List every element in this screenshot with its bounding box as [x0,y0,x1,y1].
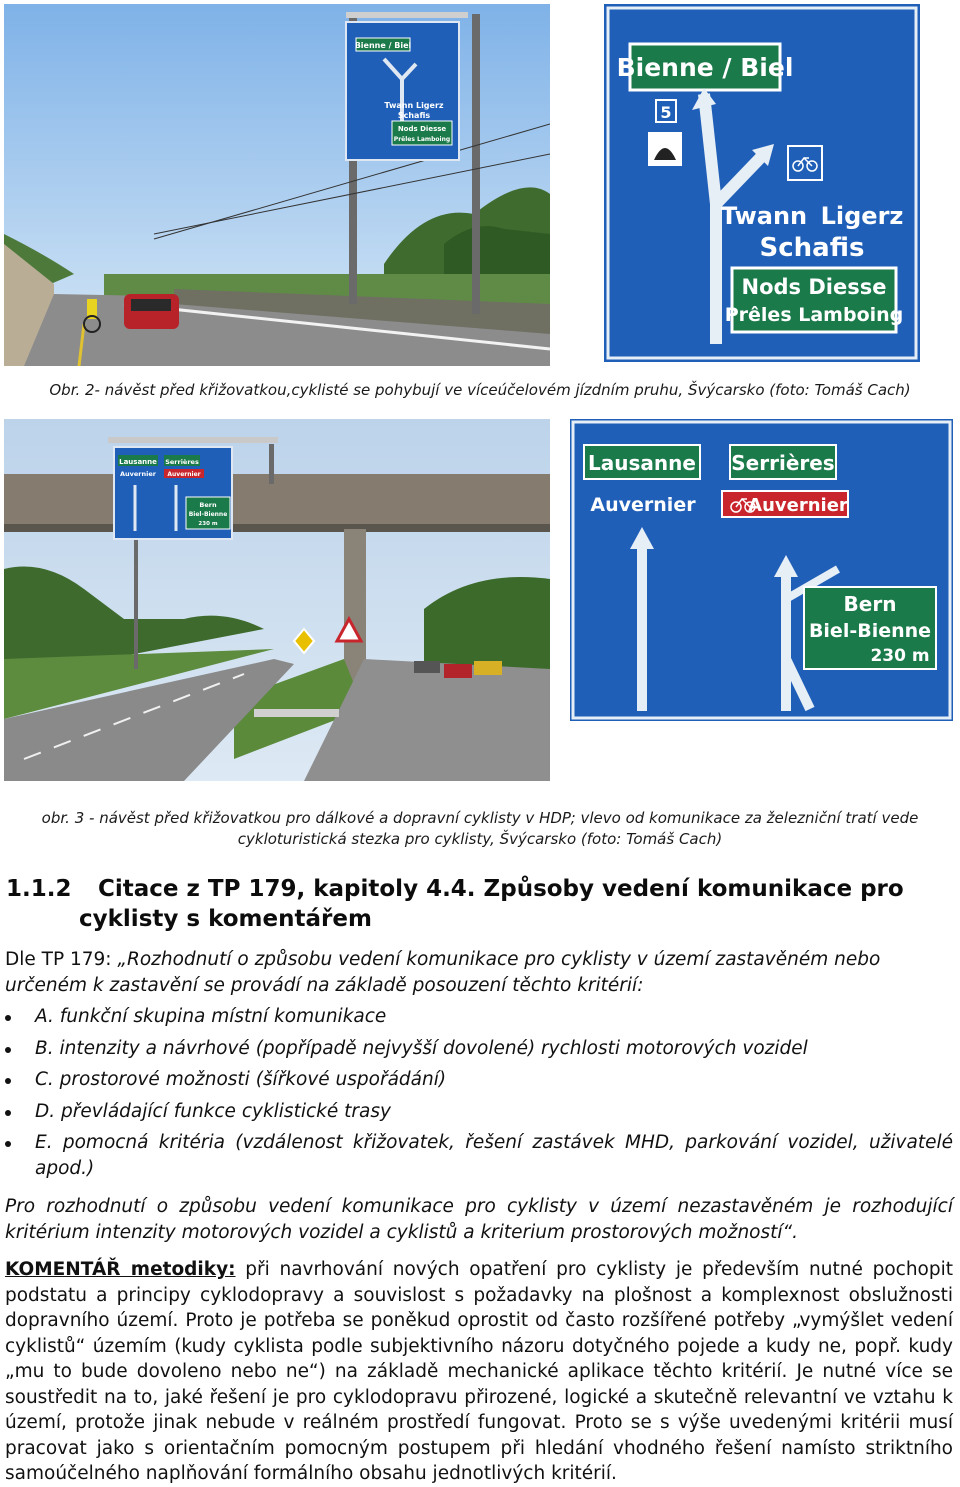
rural-paragraph: Pro rozhodnutí o způsobu vedení komunikace pro cyklisty v území nezastavěném je rozhodující kritérium intenzity motorových vozidel a cyklistů a kriterium prostorových možností“. [5,1196,953,1243]
sign3-left-bottom: Auvernier [590,494,696,516]
list-item [5,1130,953,1181]
sign-closeup-bienne [604,4,920,362]
sign3-left-top: Lausanne [588,451,696,475]
photo-sign3-right-top: Serrières [165,458,199,466]
photo-road-lausanne [4,419,550,781]
figure2-caption: Obr. 2- návěst před křižovatkou,cyklisté se pohybují ve víceúčelovém jízdním pruhu, Švýcarsko (foto: Tomáš Cach) [49,381,911,399]
sign-route-number: 5 [660,103,672,122]
intro-quote-line2: určeném k zastavění se provádí na základě posouzení těchto kritérií: [5,974,644,996]
sign3-green1: Bern [843,592,897,616]
sign-green-line2: Prêles Lamboing [724,304,904,326]
section-number: 1.1.2 [6,876,72,902]
comment-text: při navrhování nových opatření pro cyklisty je především nutné pochopit podstatu a principy cyklodopravy a souvislost s požadavky na plošnost a komplexnost obslužnosti dopravního území. Proto je potřeba se poněkud oprostit od často rozšířené potřeby „vymýšlet vedení cyklistů“ územím (kudy cyklista podle subjektivního názoru dotyčného pojede a kudy ne, popř. kudy „mu to bude dovoleno nebo ne“) na základě mechanické aplikace těchto kritérií. Je nutné více se soustředit na to, jaké řešení je pro cyklodopravu přirozené, logické a skutečně relevantní ve vztahu k území, protože jinak nebude v reálném prostředí fungovat. Proto se s výše uvedenými kritérii musí pracovat jako s orientačním pomocným postupem při hledání vhodného řešení namísto striktního samoúčelného naplňování formálního obsahu jednotlivých kritérií. [5,1259,953,1484]
sign3-right-top: Serrières [731,451,835,475]
criteria-a: A. funkční skupina místní komunikace [35,1006,387,1027]
sign-large-top-label: Bienne / Biel [616,53,794,82]
list-item [5,1004,953,1030]
list-item [5,1099,953,1125]
sign-left-dest: Twann [720,202,808,230]
sign-green-line1: Nods Diesse [741,275,887,299]
photo-sign3-right-bottom: Auvernier [167,471,201,478]
intro-quote-line1: „Rozhodnutí o způsobu vedení komunikace pro cyklisty v území zastavěném nebo [117,949,881,970]
sign-center-dest: Schafis [759,233,865,263]
photo-sign3-green2: Biel-Bienne [188,511,228,518]
photo-sign3-green1: Bern [199,501,217,509]
sign3-green2: Biel-Bienne [808,620,932,642]
sign3-right-bottom: Auvernier [748,495,848,516]
criteria-b: B. intenzity a návrhové (popřípadě nejvyšší dovolené) rychlosti motorových vozidel [35,1038,808,1059]
sign3-green3: 230 m [870,646,930,666]
criteria-d: D. převládající funkce cyklistické trasy [35,1101,391,1122]
photo-sign-small-low2: Prêles Lamboing [393,136,451,143]
comment-paragraph [5,1257,953,1487]
photo-sign-small-mid2: Schafis [397,111,431,120]
sign-closeup-lausanne [570,419,953,721]
photo-sign3-green3: 230 m [198,521,218,527]
comment-label: KOMENTÁŘ metodiky: [5,1259,236,1280]
photo-sign3-left-bottom: Auvernier [120,470,156,478]
sign-right-dest: Ligerz [820,202,904,230]
intro-lead: Dle TP 179: [5,949,118,970]
section-title-line2: cyklisty s komentářem [79,906,372,932]
figure3-caption-line2: cykloturistická stezka pro cyklisty, Švýcarsko (foto: Tomáš Cach) [237,830,723,848]
photo-sign-small-top: Bienne / Biel [354,41,412,50]
criteria-e: E. pomocná kritéria (vzdálenost křižovatek, řešení zastávek MHD, parkování vozidel, uživatelé apod.) [35,1132,953,1179]
list-item [5,1036,953,1062]
photo-sign-small-low1: Nods Diesse [397,125,447,133]
section-title-line1: Citace z TP 179, kapitoly 4.4. Způsoby vedení komunikace pro [98,876,904,902]
photo-sign3-left-top: Lausanne [119,458,157,466]
photo-road-bienne [4,4,550,366]
criteria-c: C. prostorové možnosti (šířkové uspořádání) [35,1069,447,1090]
photo-sign-small-mid1: Twann Ligerz [384,101,444,110]
figure3-caption-line1: obr. 3 - návěst před křižovatkou pro dálkové a dopravní cyklisty v HDP; vlevo od komunikace za železniční tratí vede [41,809,919,827]
section-heading [6,874,946,934]
list-item [5,1067,953,1093]
intro-paragraph [5,947,953,998]
